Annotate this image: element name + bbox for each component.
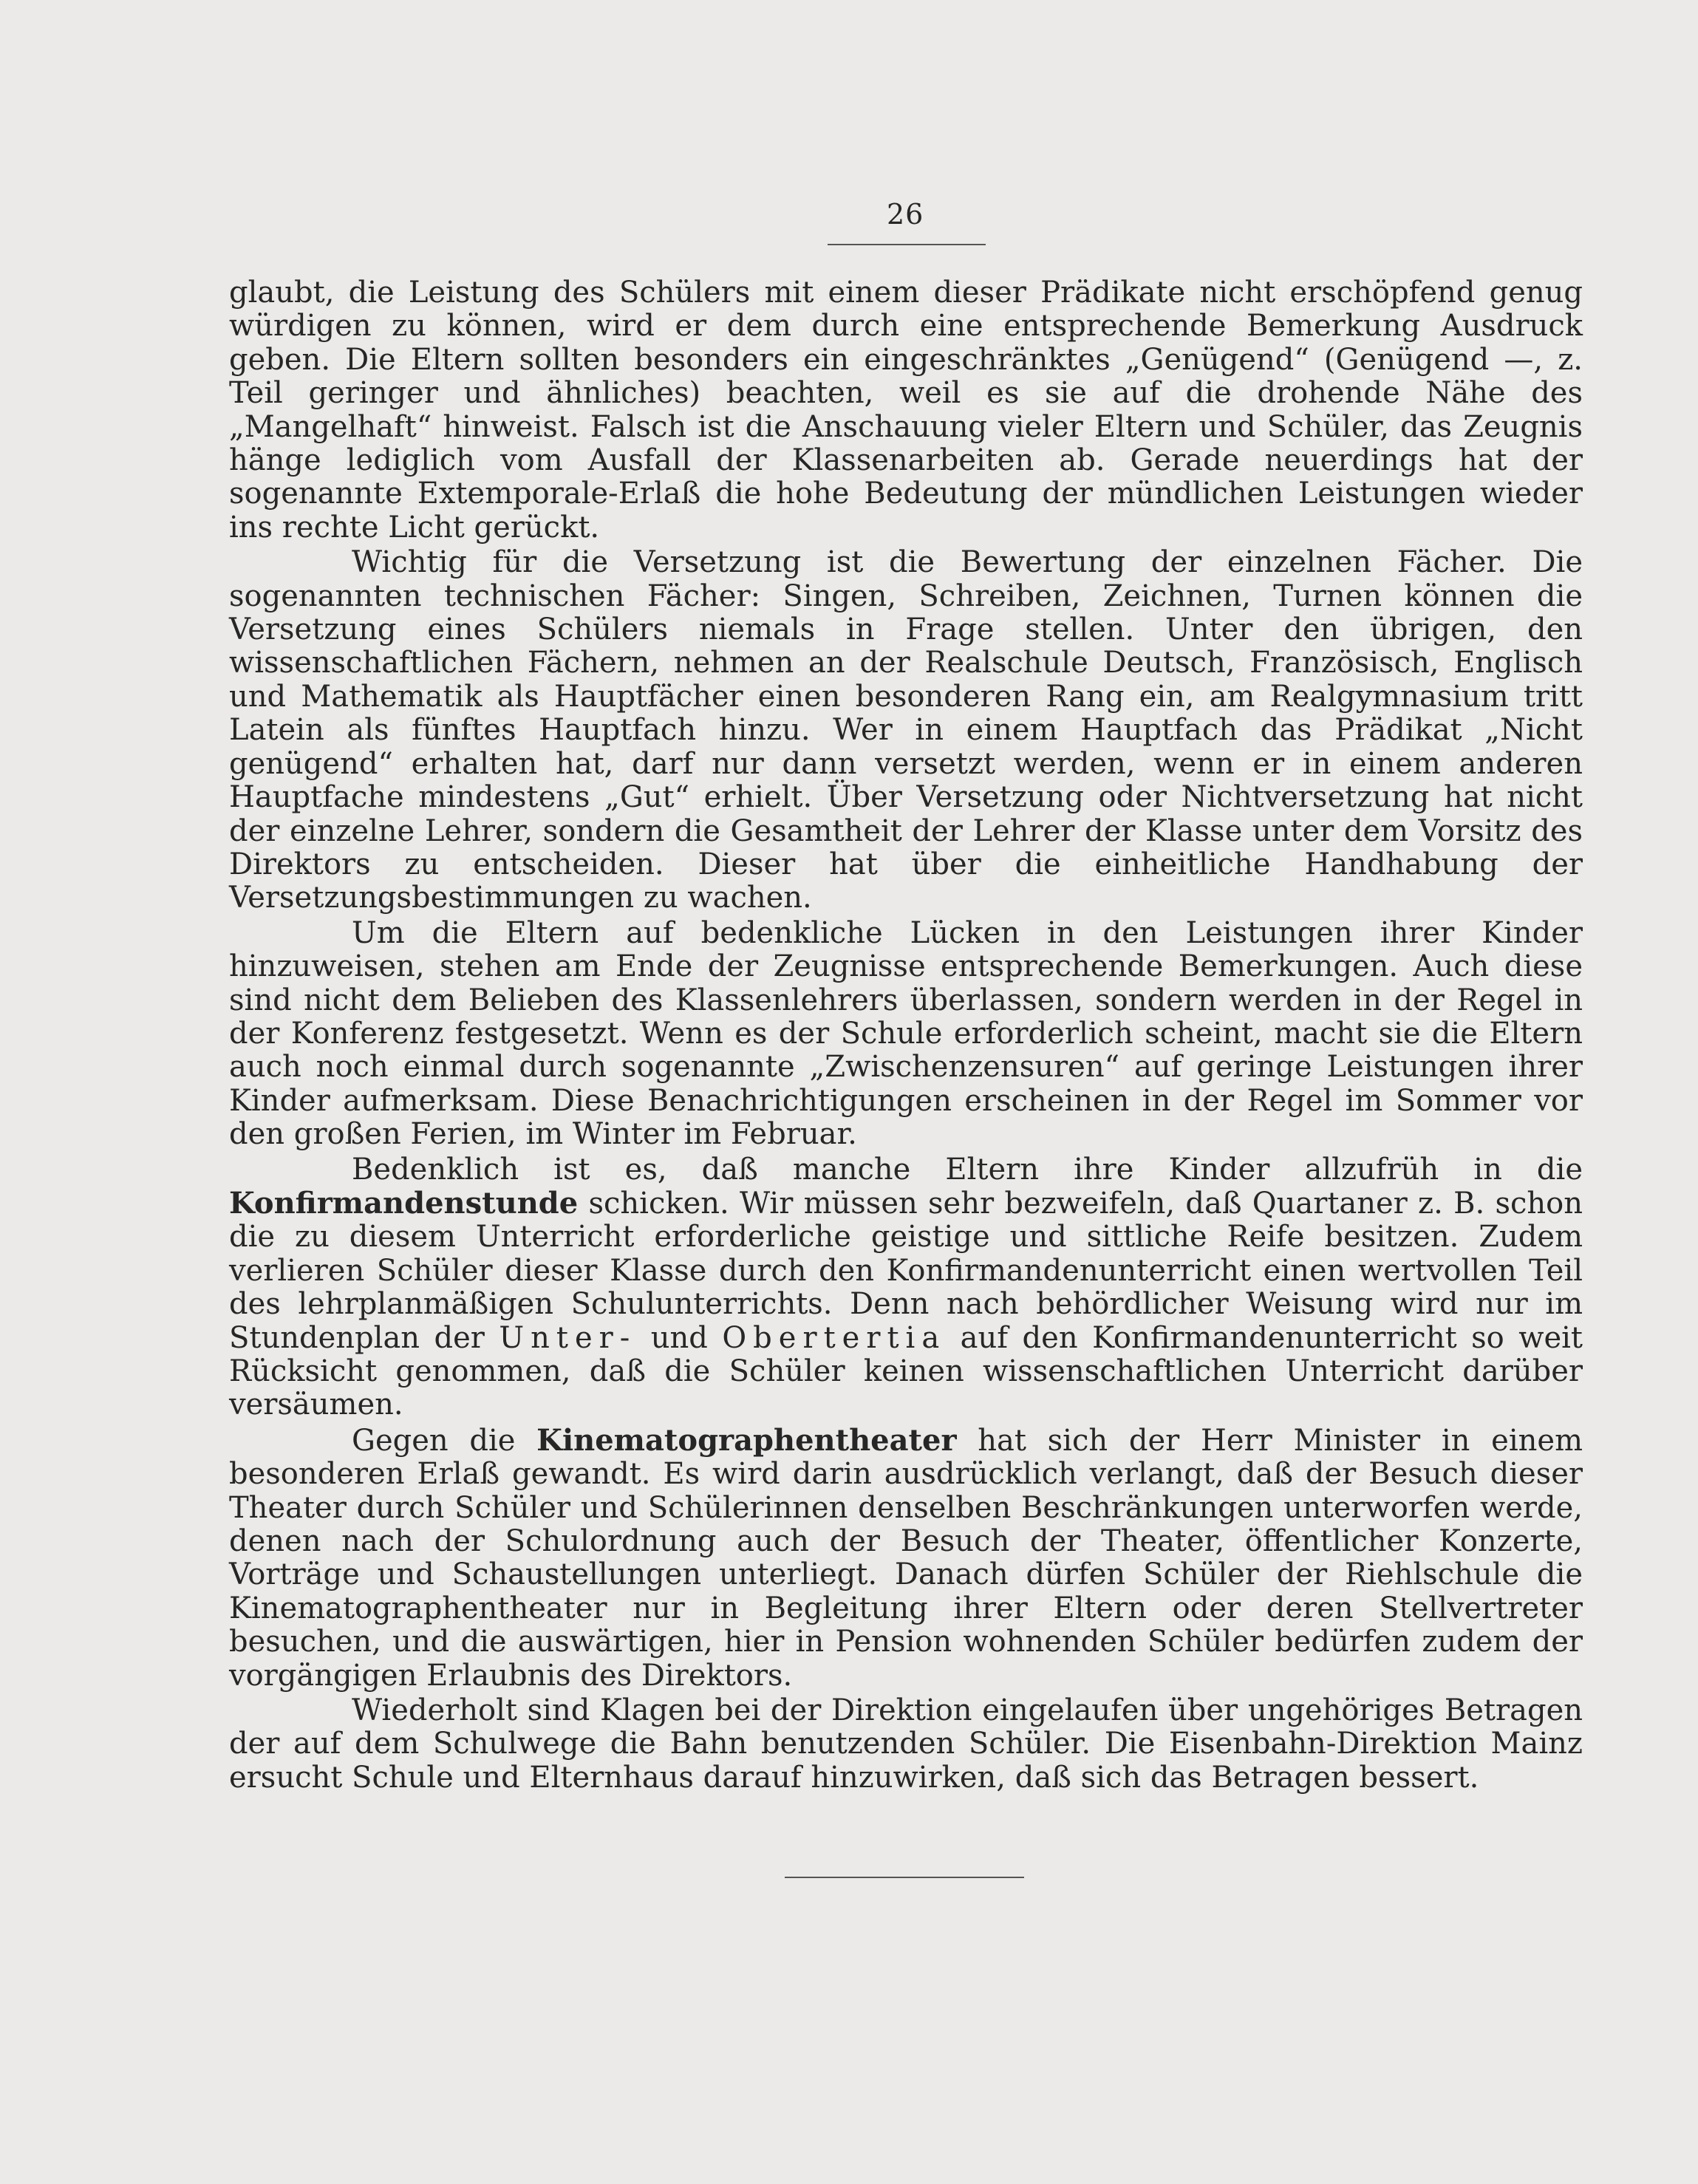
paragraph-interim-reports <box>229 917 1583 1152</box>
paragraph-text: Gegen die <box>352 1423 537 1458</box>
paragraph-text: und <box>636 1320 723 1355</box>
bold-term-konfirmandenstunde: Konfirmandenstunde <box>229 1185 579 1221</box>
paragraph-text: auf den Konfirmandenunterricht so weit Rücksicht genommen, daß die Schüler keinen wissenschaftlichen Unterricht darüber versäumen. <box>229 1320 1583 1422</box>
body-text <box>229 276 1583 1795</box>
footer-rule <box>785 1877 1024 1878</box>
paragraph-text: glaubt, die Leistung des Schülers mit einem dieser Prädikate nicht erschöpfend genug würdigen zu können, wird er dem durch eine entsprechende Bemerkung Ausdruck geben. Die Eltern sollten besonders ein eingeschränktes „Genügend“ (Genügend —, z. Teil geringer und ähnliches) beachten, weil es sie auf die drohende Nähe des „Mangelhaft“ hinweist. Falsch ist die Anschauung vieler Eltern und Schüler, das Zeugnis hänge lediglich vom Ausfall der Klassenarbeiten ab. Gerade neuerdings hat der sogenannte Extemporale-Erlaß die hohe Bedeutung der mündlichen Leistungen wieder ins rechte Licht gerückt. <box>229 276 1583 545</box>
paragraph-railway-conduct <box>229 1694 1583 1795</box>
spaced-term-obertertia: Obertertia <box>722 1320 947 1355</box>
paragraph-cinema-theaters <box>229 1424 1583 1693</box>
paragraph-grading-remarks <box>229 276 1583 545</box>
paragraph-promotion-rules <box>229 546 1583 915</box>
paragraph-text: schicken. Wir müssen sehr bezweifeln, daß Quartaner z. B. schon die zu diesem Unterricht erforderliche geistige und sittliche Reife besitzen. Zudem verlieren Schüler dieser Klasse durch den Konfirmandenunterricht einen wertvollen Teil des lehrplanmäßigen Schulunterrichts. Denn nach behördlicher Weisung wird nur im Stundenplan der <box>229 1186 1583 1355</box>
page-number: 26 <box>887 198 924 231</box>
paragraph-text: Wichtig für die Versetzung ist die Bewertung der einzelnen Fächer. Die sogenannten technischen Fächer: Singen, Schreiben, Zeichnen, Turnen können die Versetzung eines Schülers niemals in Frage stellen. Unter den übrigen, den wissenschaftlichen Fächern, nehmen an der Realschule Deutsch, Französisch, Englisch und Mathematik als Hauptfächer einen besonderen Rang ein, am Realgymnasium tritt Latein als fünftes Hauptfach hinzu. Wer in einem Hauptfach das Prädikat „Nicht genügend“ erhalten hat, darf nur dann versetzt werden, wenn er in einem anderen Hauptfache mindestens „Gut“ erhielt. Über Versetzung oder Nichtversetzung hat nicht der einzelne Lehrer, sondern die Gesamtheit der Lehrer der Klasse unter dem Vorsitz des Direktors zu entscheiden. Dieser hat über die einheitliche Handhabung der Versetzungsbestimmungen zu wachen. <box>229 545 1583 915</box>
bold-term-kinematographentheater: Kinematographentheater <box>536 1422 957 1458</box>
header-rule <box>828 244 986 245</box>
paragraph-text: Wiederholt sind Klagen bei der Direktion eingelaufen über ungehöriges Betragen der auf dem Schulwege die Bahn benutzenden Schüler. Die Eisenbahn-Direktion Mainz ersucht Schule und Elternhaus darauf hinzuwirken, daß sich das Betragen bessert. <box>229 1693 1583 1795</box>
spaced-term-untertertia: Unter- <box>499 1320 637 1355</box>
paragraph-confirmation-class <box>229 1153 1583 1422</box>
paragraph-text: Bedenklich ist es, daß manche Eltern ihre Kinder allzufrüh in die <box>352 1152 1583 1187</box>
paragraph-text: hat sich der Herr Minister in einem besonderen Erlaß gewandt. Es wird darin ausdrücklich verlangt, daß der Besuch dieser Theater durch Schüler und Schülerinnen denselben Beschränkungen unterworfen werde, denen nach der Schulordnung auch der Besuch der Theater, öffentlicher Konzerte, Vorträge und Schaustellungen unterliegt. Danach dürfen Schüler der Riehlschule die Kinematographentheater nur in Begleitung ihrer Eltern oder deren Stellvertreter besuchen, und die auswärtigen, hier in Pension wohnenden Schüler bedürfen zudem der vorgängigen Erlaubnis des Direktors. <box>229 1423 1583 1693</box>
paragraph-text: Um die Eltern auf bedenkliche Lücken in den Leistungen ihrer Kinder hinzuweisen, stehen am Ende der Zeugnisse entsprechende Bemerkungen. Auch diese sind nicht dem Belieben des Klassenlehrers überlassen, sondern werden in der Regel in der Konferenz festgesetzt. Wenn es der Schule erforderlich scheint, macht sie die Eltern auch noch einmal durch sogenannte „Zwischenzensuren“ auf geringe Leistungen ihrer Kinder aufmerksam. Diese Benachrichtigungen erscheinen in der Regel im Sommer vor den großen Ferien, im Winter im Februar. <box>229 915 1583 1152</box>
